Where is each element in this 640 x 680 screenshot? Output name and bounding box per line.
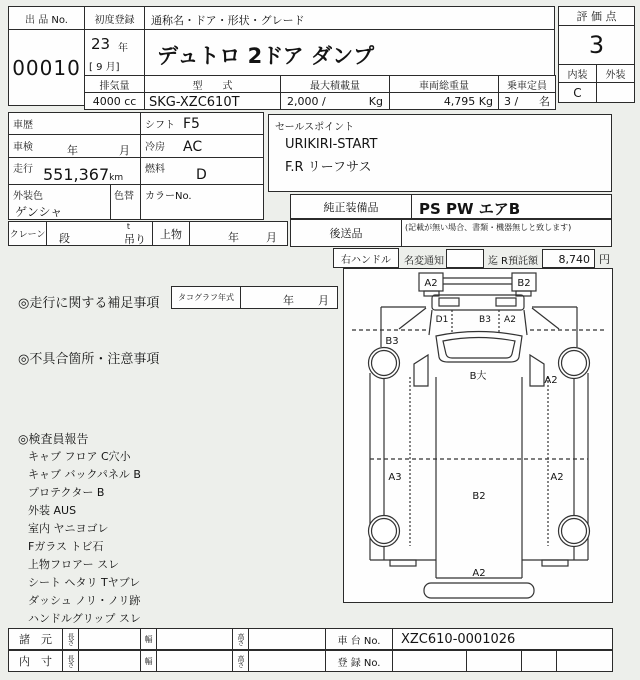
score-header bbox=[558, 6, 635, 26]
inspector-item: キャブ フロア C穴小 bbox=[28, 450, 131, 463]
maxload-header bbox=[280, 75, 390, 93]
chassis-label: 車 台 No. bbox=[337, 635, 381, 647]
inspector-heading: ◎検査員報告 bbox=[18, 432, 89, 446]
name-label: 通称名・ドア・形状・グレード bbox=[151, 14, 305, 27]
fuel-cell bbox=[140, 157, 264, 185]
diagram-cab-b3-label: B3 bbox=[479, 315, 491, 325]
shift-cell bbox=[140, 112, 264, 135]
width-label: 幅 bbox=[144, 656, 153, 666]
defect-heading: ◎不具合箇所・注意事項 bbox=[18, 352, 160, 367]
crane-label-cell bbox=[8, 221, 47, 246]
interior-cell bbox=[558, 82, 597, 103]
inspector-item: 外装 AUS bbox=[28, 504, 77, 517]
damage-diagram bbox=[343, 268, 613, 603]
exterior-header bbox=[596, 64, 635, 83]
interior-header bbox=[558, 64, 597, 83]
reg-no-cell-2 bbox=[466, 650, 522, 672]
displacement-cell bbox=[84, 92, 145, 110]
capacity-cell bbox=[498, 92, 556, 110]
handle-cell bbox=[333, 248, 399, 268]
ext-color-label: 外装色 bbox=[13, 191, 43, 202]
inspector-item: シート ヘタリ Tヤブレ bbox=[28, 576, 141, 589]
gross-weight-label: 車両総重量 bbox=[419, 80, 469, 92]
maxload-unit: Kg bbox=[368, 94, 383, 108]
mileage-cell bbox=[8, 157, 141, 185]
ac-cell bbox=[140, 134, 264, 158]
truck-top-view bbox=[344, 269, 612, 602]
model-cell bbox=[144, 92, 281, 110]
inspector-item: ダッシュ ノリ・ノリ跡 bbox=[28, 594, 141, 607]
chassis-label-cell bbox=[325, 628, 393, 650]
capacity-unit: 名 bbox=[539, 95, 550, 108]
inner-row-label: 内 寸 bbox=[19, 655, 52, 668]
ac-label: 冷房 bbox=[145, 142, 165, 153]
deposit-value: 8,740 bbox=[558, 253, 590, 266]
reg-no-cell-4 bbox=[556, 650, 613, 672]
first-reg-cell bbox=[84, 29, 145, 76]
reg-no-cell-3 bbox=[521, 650, 557, 672]
model-value: SKG-XZC610T bbox=[149, 95, 240, 110]
crane-label: クレーン bbox=[9, 230, 46, 240]
length-label: 長さ bbox=[67, 655, 75, 667]
score-cell bbox=[558, 25, 635, 65]
name-change-box bbox=[446, 249, 484, 268]
inspector-item: 室内 ヤニヨゴレ bbox=[28, 522, 109, 535]
lot-no-header bbox=[8, 6, 85, 30]
lot-no-label: 出 品 No. bbox=[25, 14, 68, 26]
ext-color-value: ゲンシャ bbox=[15, 205, 63, 219]
length-label: 長さ bbox=[67, 633, 75, 645]
inspector-item: プロテクター B bbox=[28, 486, 105, 499]
equipment-value-cell bbox=[411, 194, 612, 219]
diagram-left-fender-label: B3 bbox=[385, 336, 399, 347]
sales-point-label: セールスポイント bbox=[275, 122, 355, 133]
tacho-year-label: 年 bbox=[283, 294, 294, 307]
displacement-header bbox=[84, 75, 145, 93]
spec-row-label-cell bbox=[8, 628, 63, 650]
history-cell bbox=[8, 112, 141, 135]
mileage-label: 走行 bbox=[13, 164, 33, 175]
inspection-cell bbox=[8, 134, 141, 158]
tacho-month-label: 月 bbox=[318, 294, 329, 307]
spec-width-cell bbox=[156, 628, 233, 650]
diagram-windshield-label: B大 bbox=[469, 371, 487, 382]
inspection-label: 車検 bbox=[13, 142, 33, 153]
inner-row-label-cell bbox=[8, 650, 63, 672]
first-reg-year: 23 bbox=[91, 35, 111, 53]
diagram-left-side-label: A3 bbox=[388, 472, 402, 483]
spec-height-cell bbox=[248, 628, 326, 650]
maxload-cell bbox=[280, 92, 390, 110]
inner-length-label-cell bbox=[62, 650, 79, 672]
exterior-cell bbox=[596, 82, 635, 103]
sales-point-line1: URIKIRI-START bbox=[285, 137, 378, 152]
displacement-label: 排気量 bbox=[99, 80, 130, 92]
score-label: 評 価 点 bbox=[576, 10, 617, 23]
inspection-month: 月 bbox=[119, 144, 130, 157]
later-items-value-cell bbox=[401, 219, 612, 247]
recolor-label: 色替 bbox=[114, 191, 134, 202]
equipment-value: PS PW エアB bbox=[419, 200, 521, 218]
body-label: 上物 bbox=[160, 227, 182, 241]
made-label: 迄 bbox=[488, 256, 498, 267]
shift-label: シフト bbox=[145, 120, 175, 131]
vehicle-name: デュトロ 2ドア ダンプ bbox=[157, 44, 375, 68]
gross-weight-header bbox=[389, 75, 499, 93]
first-reg-label: 初度登録 bbox=[94, 14, 135, 26]
equipment-label: 純正装備品 bbox=[323, 200, 379, 214]
handle-label: 右ハンドル bbox=[341, 254, 391, 266]
spec-length-label-cell bbox=[62, 628, 79, 650]
inspector-item: キャブ バックパネル B bbox=[28, 468, 141, 481]
chassis-value: XZC610-0001026 bbox=[401, 632, 516, 647]
tacho-label: タコグラフ年式 bbox=[178, 293, 234, 302]
first-reg-month: [ 9 月] bbox=[89, 62, 120, 73]
body-month-label: 月 bbox=[266, 231, 277, 244]
capacity-value: 3 / bbox=[504, 94, 519, 108]
body-label-cell bbox=[152, 221, 190, 246]
first-reg-year-unit: 年 bbox=[118, 43, 128, 54]
inner-height-cell bbox=[248, 650, 326, 672]
diagram-right-side-label: A2 bbox=[550, 472, 564, 483]
recolor-cell bbox=[110, 184, 141, 220]
inner-width-cell bbox=[156, 650, 233, 672]
mileage-unit: km bbox=[109, 173, 124, 183]
later-items-label: 後送品 bbox=[329, 227, 363, 240]
tacho-label-cell bbox=[171, 286, 241, 309]
reg-no-label-cell bbox=[325, 650, 393, 672]
deposit-box bbox=[542, 249, 595, 268]
crane-ton-label: t bbox=[126, 222, 130, 231]
capacity-label: 乗車定員 bbox=[507, 80, 547, 92]
model-label: 型 式 bbox=[192, 80, 233, 92]
sales-point-box bbox=[268, 114, 612, 192]
diagram-rear-label: A2 bbox=[472, 568, 486, 579]
interior-value: C bbox=[573, 85, 582, 100]
diagram-bed-label: B2 bbox=[472, 491, 486, 502]
name-change-label: 名変通知 bbox=[404, 256, 444, 267]
diagram-cab-a2-label: A2 bbox=[504, 315, 516, 325]
crane-value-cell bbox=[46, 221, 153, 246]
fuel-label: 燃料 bbox=[145, 164, 165, 175]
reg-no-label: 登 録 No. bbox=[337, 657, 381, 669]
height-label: 高さ bbox=[237, 633, 245, 645]
crane-tsuri-label: 吊り bbox=[124, 233, 146, 246]
shift-value: F5 bbox=[183, 116, 200, 132]
diagram-front-left-label: A2 bbox=[424, 278, 438, 289]
inner-width-label-cell bbox=[140, 650, 157, 672]
diagram-front-right-label: B2 bbox=[517, 278, 531, 289]
reg-no-cell-1 bbox=[392, 650, 467, 672]
diagram-cab-d1-label: D1 bbox=[435, 315, 449, 325]
color-no-label: カラーNo. bbox=[145, 191, 192, 202]
spec-width-label-cell bbox=[140, 628, 157, 650]
body-value-cell bbox=[189, 221, 288, 246]
spec-length-cell bbox=[78, 628, 141, 650]
maxload-label: 最大積載量 bbox=[310, 80, 360, 92]
yen-label: 円 bbox=[599, 253, 610, 266]
later-items-note: (記載が無い場合、書類・機器無しと致します) bbox=[405, 223, 572, 232]
ac-value: AC bbox=[183, 139, 203, 155]
equipment-label-cell bbox=[290, 194, 412, 219]
body-year-label: 年 bbox=[228, 231, 239, 244]
sales-point-line2: F.R リーフサス bbox=[285, 160, 372, 175]
fuel-value: D bbox=[196, 167, 207, 183]
inspector-item: Fガラス トビ石 bbox=[28, 540, 104, 553]
inner-height-label-cell bbox=[232, 650, 249, 672]
model-header bbox=[144, 75, 281, 93]
exterior-label: 外装 bbox=[605, 70, 626, 81]
mileage-value: 551,367km bbox=[43, 165, 124, 184]
name-header bbox=[144, 6, 555, 30]
first-reg-header bbox=[84, 6, 145, 30]
tacho-value-cell bbox=[240, 286, 338, 309]
gross-weight-cell bbox=[389, 92, 499, 110]
inspection-year: 年 bbox=[67, 144, 78, 157]
score-value: 3 bbox=[588, 31, 605, 59]
displacement-value: 4000 cc bbox=[92, 94, 137, 108]
inspector-item: 上物フロアー スレ bbox=[28, 558, 120, 571]
height-label: 高さ bbox=[237, 655, 245, 667]
width-label: 幅 bbox=[144, 634, 153, 644]
maxload-value: 2,000 / bbox=[287, 94, 326, 108]
ext-color-cell bbox=[8, 184, 111, 220]
deposit-label: R預託額 bbox=[501, 256, 538, 267]
diagram-right-fender-label: A2 bbox=[544, 375, 558, 386]
gross-weight-value: 4,795 Kg bbox=[443, 95, 493, 108]
color-no-cell bbox=[140, 184, 264, 220]
later-items-label-cell bbox=[290, 219, 402, 247]
lot-no-cell bbox=[8, 29, 85, 106]
mileage-note-heading: ◎走行に関する補足事項 bbox=[18, 296, 160, 311]
crane-dan-label: 段 bbox=[59, 232, 70, 245]
spec-height-label-cell bbox=[232, 628, 249, 650]
inner-length-cell bbox=[78, 650, 141, 672]
spec-row-label: 諸 元 bbox=[19, 633, 52, 646]
history-label: 車歴 bbox=[13, 120, 33, 131]
chassis-value-cell bbox=[392, 628, 613, 650]
lot-no-value: 00010 bbox=[12, 55, 81, 80]
inspector-item: ハンドルグリップ スレ bbox=[28, 612, 141, 625]
capacity-header bbox=[498, 75, 556, 93]
name-cell bbox=[144, 29, 555, 76]
interior-label: 内装 bbox=[567, 70, 588, 81]
